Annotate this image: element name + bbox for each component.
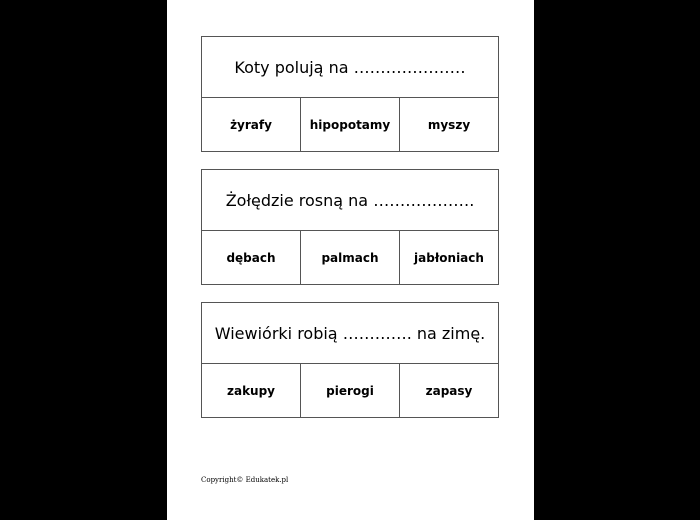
quiz-card-3	[201, 302, 499, 418]
answer-option[interactable]: myszy	[427, 117, 471, 132]
answer-option[interactable]: zapasy	[425, 383, 473, 398]
answer-option[interactable]: palmach	[301, 231, 400, 284]
copyright-notice: Copyright© Edukatek.pl	[201, 476, 289, 484]
answer-row-2	[202, 231, 498, 284]
answer-row-1	[202, 98, 498, 151]
question-3: Wiewiórki robią …………. na zimę.	[202, 303, 498, 364]
worksheet-page	[167, 0, 534, 520]
answer-option[interactable]: hipopotamy	[301, 98, 400, 151]
answer-option[interactable]: pierogi	[301, 364, 400, 417]
question-1: Koty polują na …………………	[202, 37, 498, 98]
answer-option[interactable]: zakupy	[202, 364, 301, 417]
question-2: Żołędzie rosną na ……………….	[202, 170, 498, 231]
answer-row-3	[202, 364, 498, 417]
quiz-card-2	[201, 169, 499, 285]
answer-option[interactable]: jabłoniach	[414, 250, 484, 265]
answer-option[interactable]: dębach	[202, 231, 301, 284]
quiz-card-1	[201, 36, 499, 152]
answer-option[interactable]: żyrafy	[202, 98, 301, 151]
